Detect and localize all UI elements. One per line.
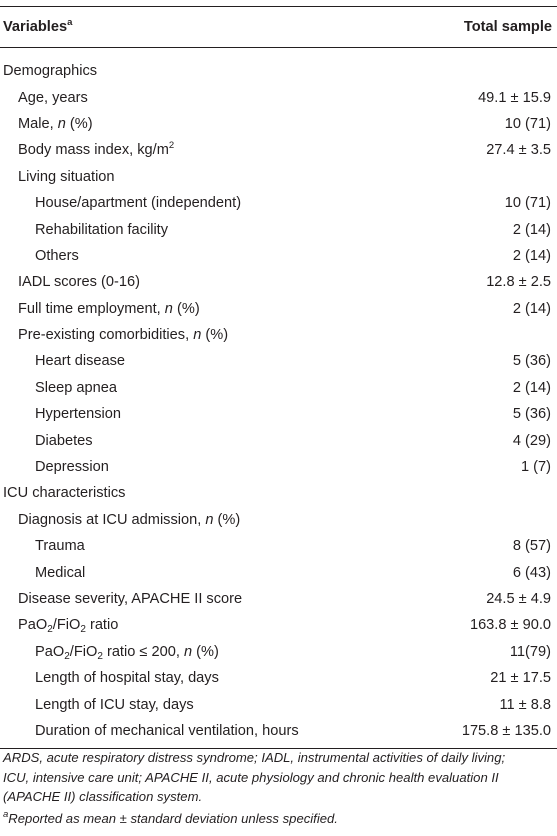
abbreviations-footnote bbox=[3, 748, 553, 807]
row-label: Male, n (%) bbox=[18, 115, 93, 132]
row-value: 2 (14) bbox=[512, 300, 551, 317]
row-label: PaO$_2$/FiO$_2$ ratio bbox=[18, 617, 119, 636]
section-icu-characteristics: ICU characteristics bbox=[3, 485, 126, 502]
table-row bbox=[0, 612, 557, 638]
footnote-line: ICU, intensive care unit; APACHE II, acute physiology and chronic health evaluation II bbox=[3, 769, 499, 785]
row-value: 2 (14) bbox=[512, 379, 551, 396]
table-row bbox=[0, 454, 557, 480]
row-label: Length of ICU stay, days bbox=[35, 696, 194, 713]
row-label: Trauma bbox=[35, 538, 85, 555]
row-label: Rehabilitation facility bbox=[35, 221, 169, 238]
row-label: IADL scores (0-16) bbox=[18, 274, 140, 291]
mean-sd-footnote: $^a$Reported as mean ± standard deviation unless specified. bbox=[3, 809, 338, 826]
row-value: 21 ± 17.5 bbox=[490, 670, 551, 687]
table-row bbox=[0, 586, 557, 612]
table-row bbox=[0, 164, 557, 190]
row-label: Duration of mechanical ventilation, hours bbox=[0, 718, 422, 749]
table-row bbox=[0, 296, 557, 322]
header-footnote-marker: a bbox=[67, 17, 73, 28]
row-value: 2 (14) bbox=[512, 247, 551, 264]
row-label: Sleep apnea bbox=[35, 379, 117, 396]
table-row bbox=[0, 427, 557, 453]
header-row bbox=[0, 7, 557, 48]
table-row bbox=[0, 84, 557, 110]
table-row bbox=[0, 216, 557, 242]
row-value: 11(79) bbox=[509, 643, 551, 660]
table-row bbox=[0, 48, 557, 85]
row-value: 8 (57) bbox=[512, 538, 551, 555]
table-row bbox=[0, 322, 557, 348]
table-row bbox=[0, 718, 557, 749]
table-row bbox=[0, 401, 557, 427]
footnote-line: (APACHE II) classification system. bbox=[3, 789, 203, 804]
row-value: 4 (29) bbox=[512, 432, 551, 449]
table-row bbox=[0, 269, 557, 295]
header-variables: Variables$^a$ bbox=[0, 7, 422, 48]
row-value: 163.8 ± 90.0 bbox=[469, 617, 551, 634]
row-label: Depression bbox=[35, 459, 109, 476]
row-value: 10 (71) bbox=[504, 195, 551, 212]
table-row bbox=[0, 639, 557, 665]
row-label: Hypertension bbox=[35, 406, 121, 423]
table-row bbox=[0, 137, 557, 163]
row-value: 2 (14) bbox=[512, 221, 551, 238]
row-label: Medical bbox=[35, 564, 86, 581]
row-label: Disease severity, APACHE II score bbox=[18, 591, 243, 607]
group-comorbidities: Pre-existing comorbidities, n (%) bbox=[18, 327, 229, 344]
table-row bbox=[0, 691, 557, 717]
table-row bbox=[0, 559, 557, 585]
footnote-line: ARDS, acute respiratory distress syndrome; IADL, instrumental activities of daily living; bbox=[3, 750, 506, 765]
table-row bbox=[0, 375, 557, 401]
row-label: Body mass index, $kg/m^2$ bbox=[18, 140, 175, 159]
row-label: PaO$_2$/FiO$_2$ ratio ≤ 200, n (%) bbox=[35, 643, 219, 662]
row-value: 6 (43) bbox=[512, 564, 551, 581]
row-label: House/apartment (independent) bbox=[35, 195, 242, 212]
row-value: 11 ± 8.8 bbox=[499, 696, 551, 713]
row-label: Full time employment, n (%) bbox=[18, 300, 200, 317]
section-demographics: Demographics bbox=[3, 63, 98, 80]
header-total-sample: Total sample bbox=[422, 7, 557, 48]
table-row bbox=[0, 665, 557, 691]
group-diagnosis: Diagnosis at ICU admission, n (%) bbox=[18, 511, 241, 528]
row-value: 24.5 ± 4.9 bbox=[486, 591, 551, 607]
row-label: Others bbox=[35, 247, 79, 264]
table-row bbox=[0, 507, 557, 533]
patient-characteristics-table bbox=[0, 6, 557, 749]
table-row bbox=[0, 111, 557, 137]
row-value: 1 (7) bbox=[520, 459, 551, 476]
footnote-marker: a bbox=[3, 809, 9, 820]
table-row bbox=[0, 533, 557, 559]
row-value: 12.8 ± 2.5 bbox=[486, 274, 551, 291]
table-row bbox=[0, 348, 557, 374]
row-value: 175.8 ± 135.0 bbox=[422, 718, 557, 749]
row-value: 5 (36) bbox=[512, 353, 551, 370]
row-value: 49.1 ± 15.9 bbox=[478, 89, 551, 106]
table-row bbox=[0, 480, 557, 506]
row-value: 27.4 ± 3.5 bbox=[486, 142, 551, 159]
row-label: Age, years bbox=[18, 89, 88, 106]
row-label: Heart disease bbox=[35, 353, 126, 370]
row-value: 10 (71) bbox=[504, 115, 551, 132]
row-value: 5 (36) bbox=[512, 406, 551, 423]
row-label: Length of hospital stay, days bbox=[35, 670, 219, 687]
row-label: Diabetes bbox=[35, 432, 93, 449]
table-row bbox=[0, 243, 557, 269]
table-row bbox=[0, 190, 557, 216]
group-living-situation: Living situation bbox=[18, 168, 115, 185]
